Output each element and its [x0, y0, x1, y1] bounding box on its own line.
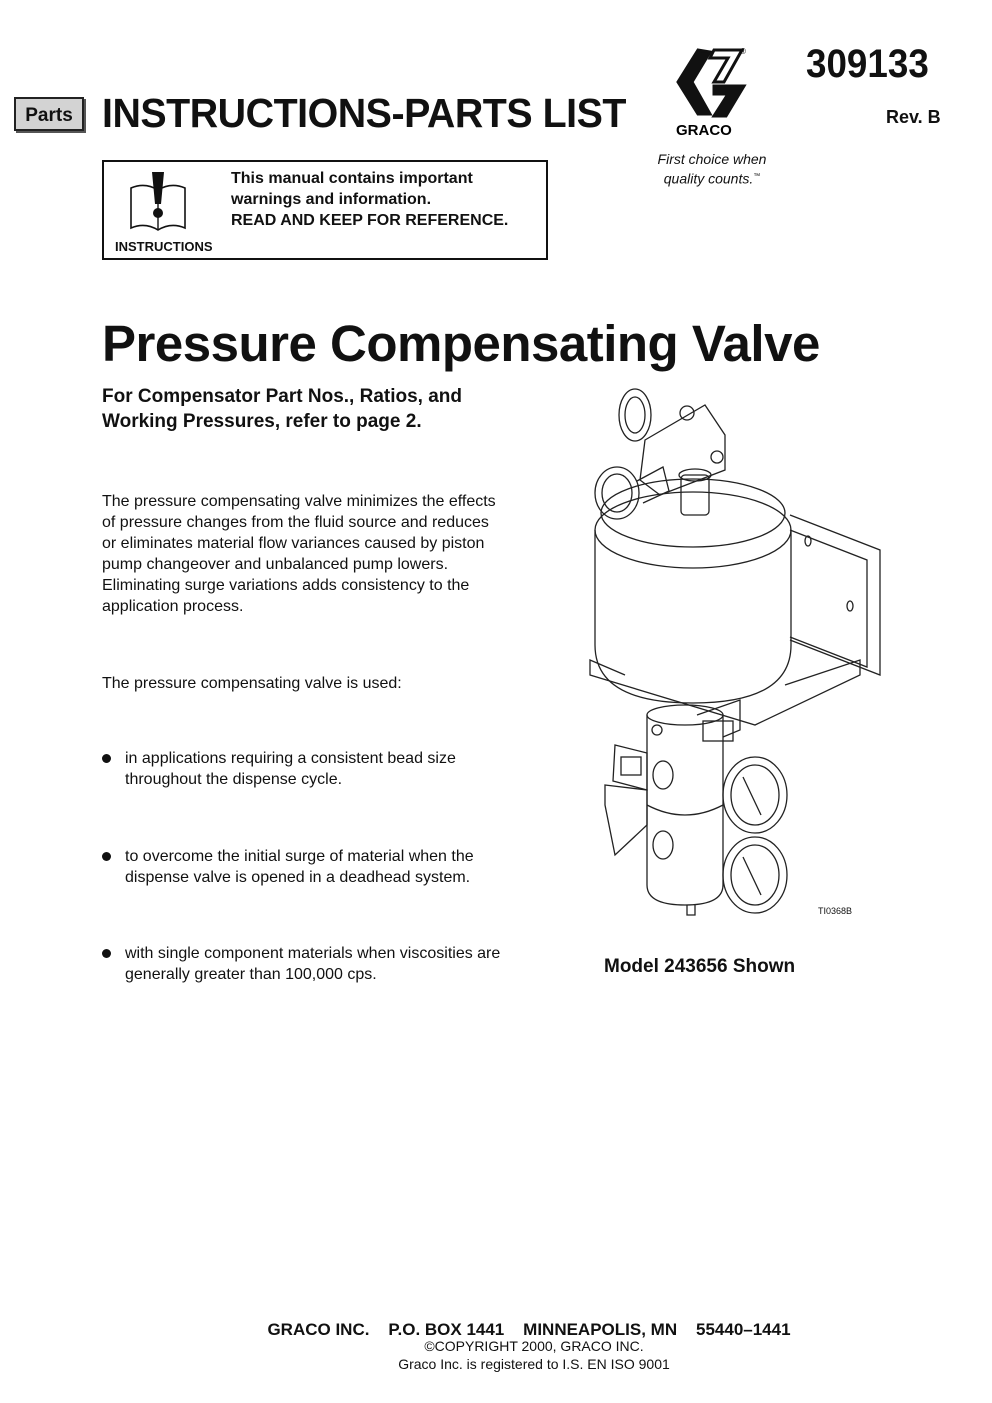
tagline-line2: quality counts.™ — [663, 170, 761, 187]
page-title: Pressure Compensating Valve — [102, 315, 820, 372]
bullet-icon — [102, 852, 111, 861]
svg-text:®: ® — [740, 47, 746, 56]
footer-copyright: ©COPYRIGHT 2000, GRACO INC. — [424, 1338, 644, 1354]
warning-line: READ AND KEEP FOR REFERENCE. — [231, 212, 509, 229]
list-item — [102, 846, 502, 888]
intro-paragraph: The pressure compensating valve minimizes the effects of pressure changes from the fluid source and reduces or eliminates material flow variances caused by piston pump changeover and unbalanced pump lowers. Eliminating surge variations adds consistency to the application process. — [102, 493, 496, 615]
footer-iso-registration: Graco Inc. is registered to I.S. EN ISO 9001 — [398, 1356, 670, 1372]
list-item-text: with single component materials when viscosities are generally greater than 100,000 cps. — [125, 945, 501, 983]
graco-logo — [670, 44, 754, 140]
tagline-line1: First choice when — [657, 151, 767, 167]
usage-intro: The pressure compensating valve is used: — [102, 675, 402, 692]
tagline — [640, 150, 784, 188]
parts-tab: Parts — [14, 97, 84, 131]
trademark-mark: ™ — [753, 173, 761, 180]
page-subtitle: For Compensator Part Nos., Ratios, and Working Pressures, refer to page 2. — [102, 386, 462, 432]
bullet-icon — [102, 949, 111, 958]
footer-address: GRACO INC. P.O. BOX 1441 MINNEAPOLIS, MN 55440–1441 — [267, 1320, 791, 1339]
warning-line: warnings and information. — [231, 191, 432, 208]
manual-number: 309133 — [806, 42, 929, 86]
instruction-book-warning-icon — [127, 168, 189, 234]
list-item — [102, 748, 502, 790]
bullet-icon — [102, 754, 111, 763]
warning-icon-caption: INSTRUCTIONS — [115, 239, 213, 254]
warning-text — [231, 168, 508, 231]
list-item-text: in applications requiring a consistent bead size throughout the dispense cycle. — [125, 750, 456, 788]
logo-wordmark: GRACO — [676, 122, 732, 139]
document-type-heading: INSTRUCTIONS-PARTS LIST — [102, 90, 626, 136]
revision-label: Rev. B — [886, 107, 941, 127]
valve-illustration — [585, 385, 885, 925]
figure-code: TI0368B — [818, 906, 853, 916]
warning-line: This manual contains important — [231, 170, 473, 187]
figure-caption: Model 243656 Shown — [604, 956, 796, 977]
list-item — [102, 943, 502, 985]
list-item-text: to overcome the initial surge of material when the dispense valve is opened in a deadhead system. — [125, 848, 474, 886]
